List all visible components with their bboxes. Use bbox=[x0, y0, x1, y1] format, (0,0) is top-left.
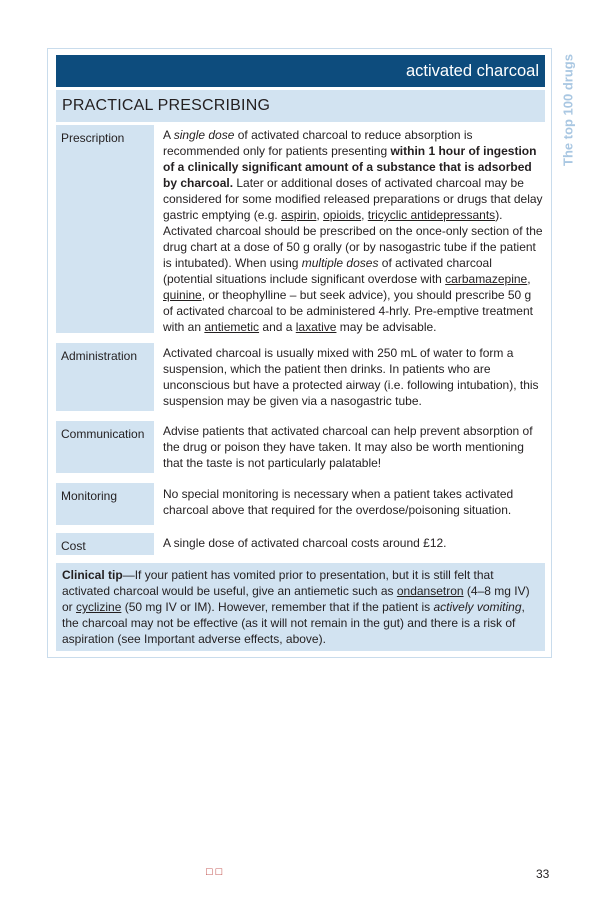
link-antiemetic[interactable]: antiemetic bbox=[204, 320, 260, 334]
row-label-monitoring: Monitoring bbox=[56, 483, 154, 525]
link-laxative[interactable]: laxative bbox=[295, 320, 337, 334]
row-text-cost: A single dose of activated charcoal costs around £12. bbox=[163, 536, 447, 550]
link-aspirin[interactable]: aspirin bbox=[281, 208, 317, 222]
drug-card bbox=[47, 48, 552, 658]
link-ondansetron[interactable]: ondansetron bbox=[396, 584, 464, 598]
page-number: 33 bbox=[536, 867, 550, 881]
row-text-monitoring: No special monitoring is necessary when a patient takes activated charcoal above that required for the overdose/poisoning situation. bbox=[163, 487, 514, 517]
drug-title: activated charcoal bbox=[56, 55, 545, 87]
clinical-tip: Clinical tip—If your patient has vomited prior to presentation, but it is still felt that activated charcoal would be useful, give an antiemetic such as ondansetron (4–8 mg IV) or cyclizine (50 mg IV or IM). However, remember that if the patient is actively vomiting, the charcoal may not be effective (as it will not remain in the gut) and there is a risk of aspiration (see Important adverse effects, above). bbox=[56, 563, 545, 651]
row-label-communication: Communication bbox=[56, 421, 154, 473]
link-quinine[interactable]: quinine bbox=[163, 288, 202, 302]
link-opioids[interactable]: opioids bbox=[323, 208, 362, 222]
row-label-cost: Cost bbox=[56, 533, 154, 555]
footer-icons: □□ bbox=[206, 866, 226, 878]
link-cyclizine[interactable]: cyclizine bbox=[76, 600, 122, 614]
row-text-administration: Activated charcoal is usually mixed with 250 mL of water to form a suspension, which the patient then drinks. In patients who are unconscious but have a protected airway (i.e. following intubation), this suspension may be given via a nasogastric tube. bbox=[163, 346, 539, 408]
link-carbamazepine[interactable]: carbamazepine bbox=[445, 272, 528, 286]
section-heading: PRACTICAL PRESCRIBING bbox=[56, 90, 545, 122]
clinical-tip-heading: Clinical tip bbox=[62, 568, 123, 582]
link-tricyclic-antidepressants[interactable]: tricyclic antidepressants bbox=[367, 208, 496, 222]
row-label-administration: Administration bbox=[56, 343, 154, 411]
row-text-communication: Advise patients that activated charcoal can help prevent absorption of the drug or poison they have taken. It may also be worth mentioning that the taste is not particularly palatable! bbox=[163, 424, 533, 470]
row-label-prescription: Prescription bbox=[56, 125, 154, 333]
side-tab-label: The top 100 drugs bbox=[560, 54, 576, 166]
row-text-prescription: A single dose of activated charcoal to reduce absorption is recommended only for patients presenting within 1 hour of ingestion of a clinically significant amount of a substance that is adsorbed by charcoal. Later or additional doses of activated charcoal may be considered for some modified released preparations or drugs that delay gastric emptying (e.g. aspirin, opioids, tricyclic antidepressants). Activated charcoal should be prescribed on the once-only section of the drug chart at a dose of 50 g orally (or by nasogastric tube if the patient is intubated). When using multiple doses of activated charcoal (potential situations include significant overdose with carbamazepine, quinine, or theophylline – but seek advice), you should prescribe 50 g of activated charcoal to be administered 4-hrly. Pre-emptive treatment with an antiemetic and a laxative may be advisable. bbox=[163, 128, 543, 334]
